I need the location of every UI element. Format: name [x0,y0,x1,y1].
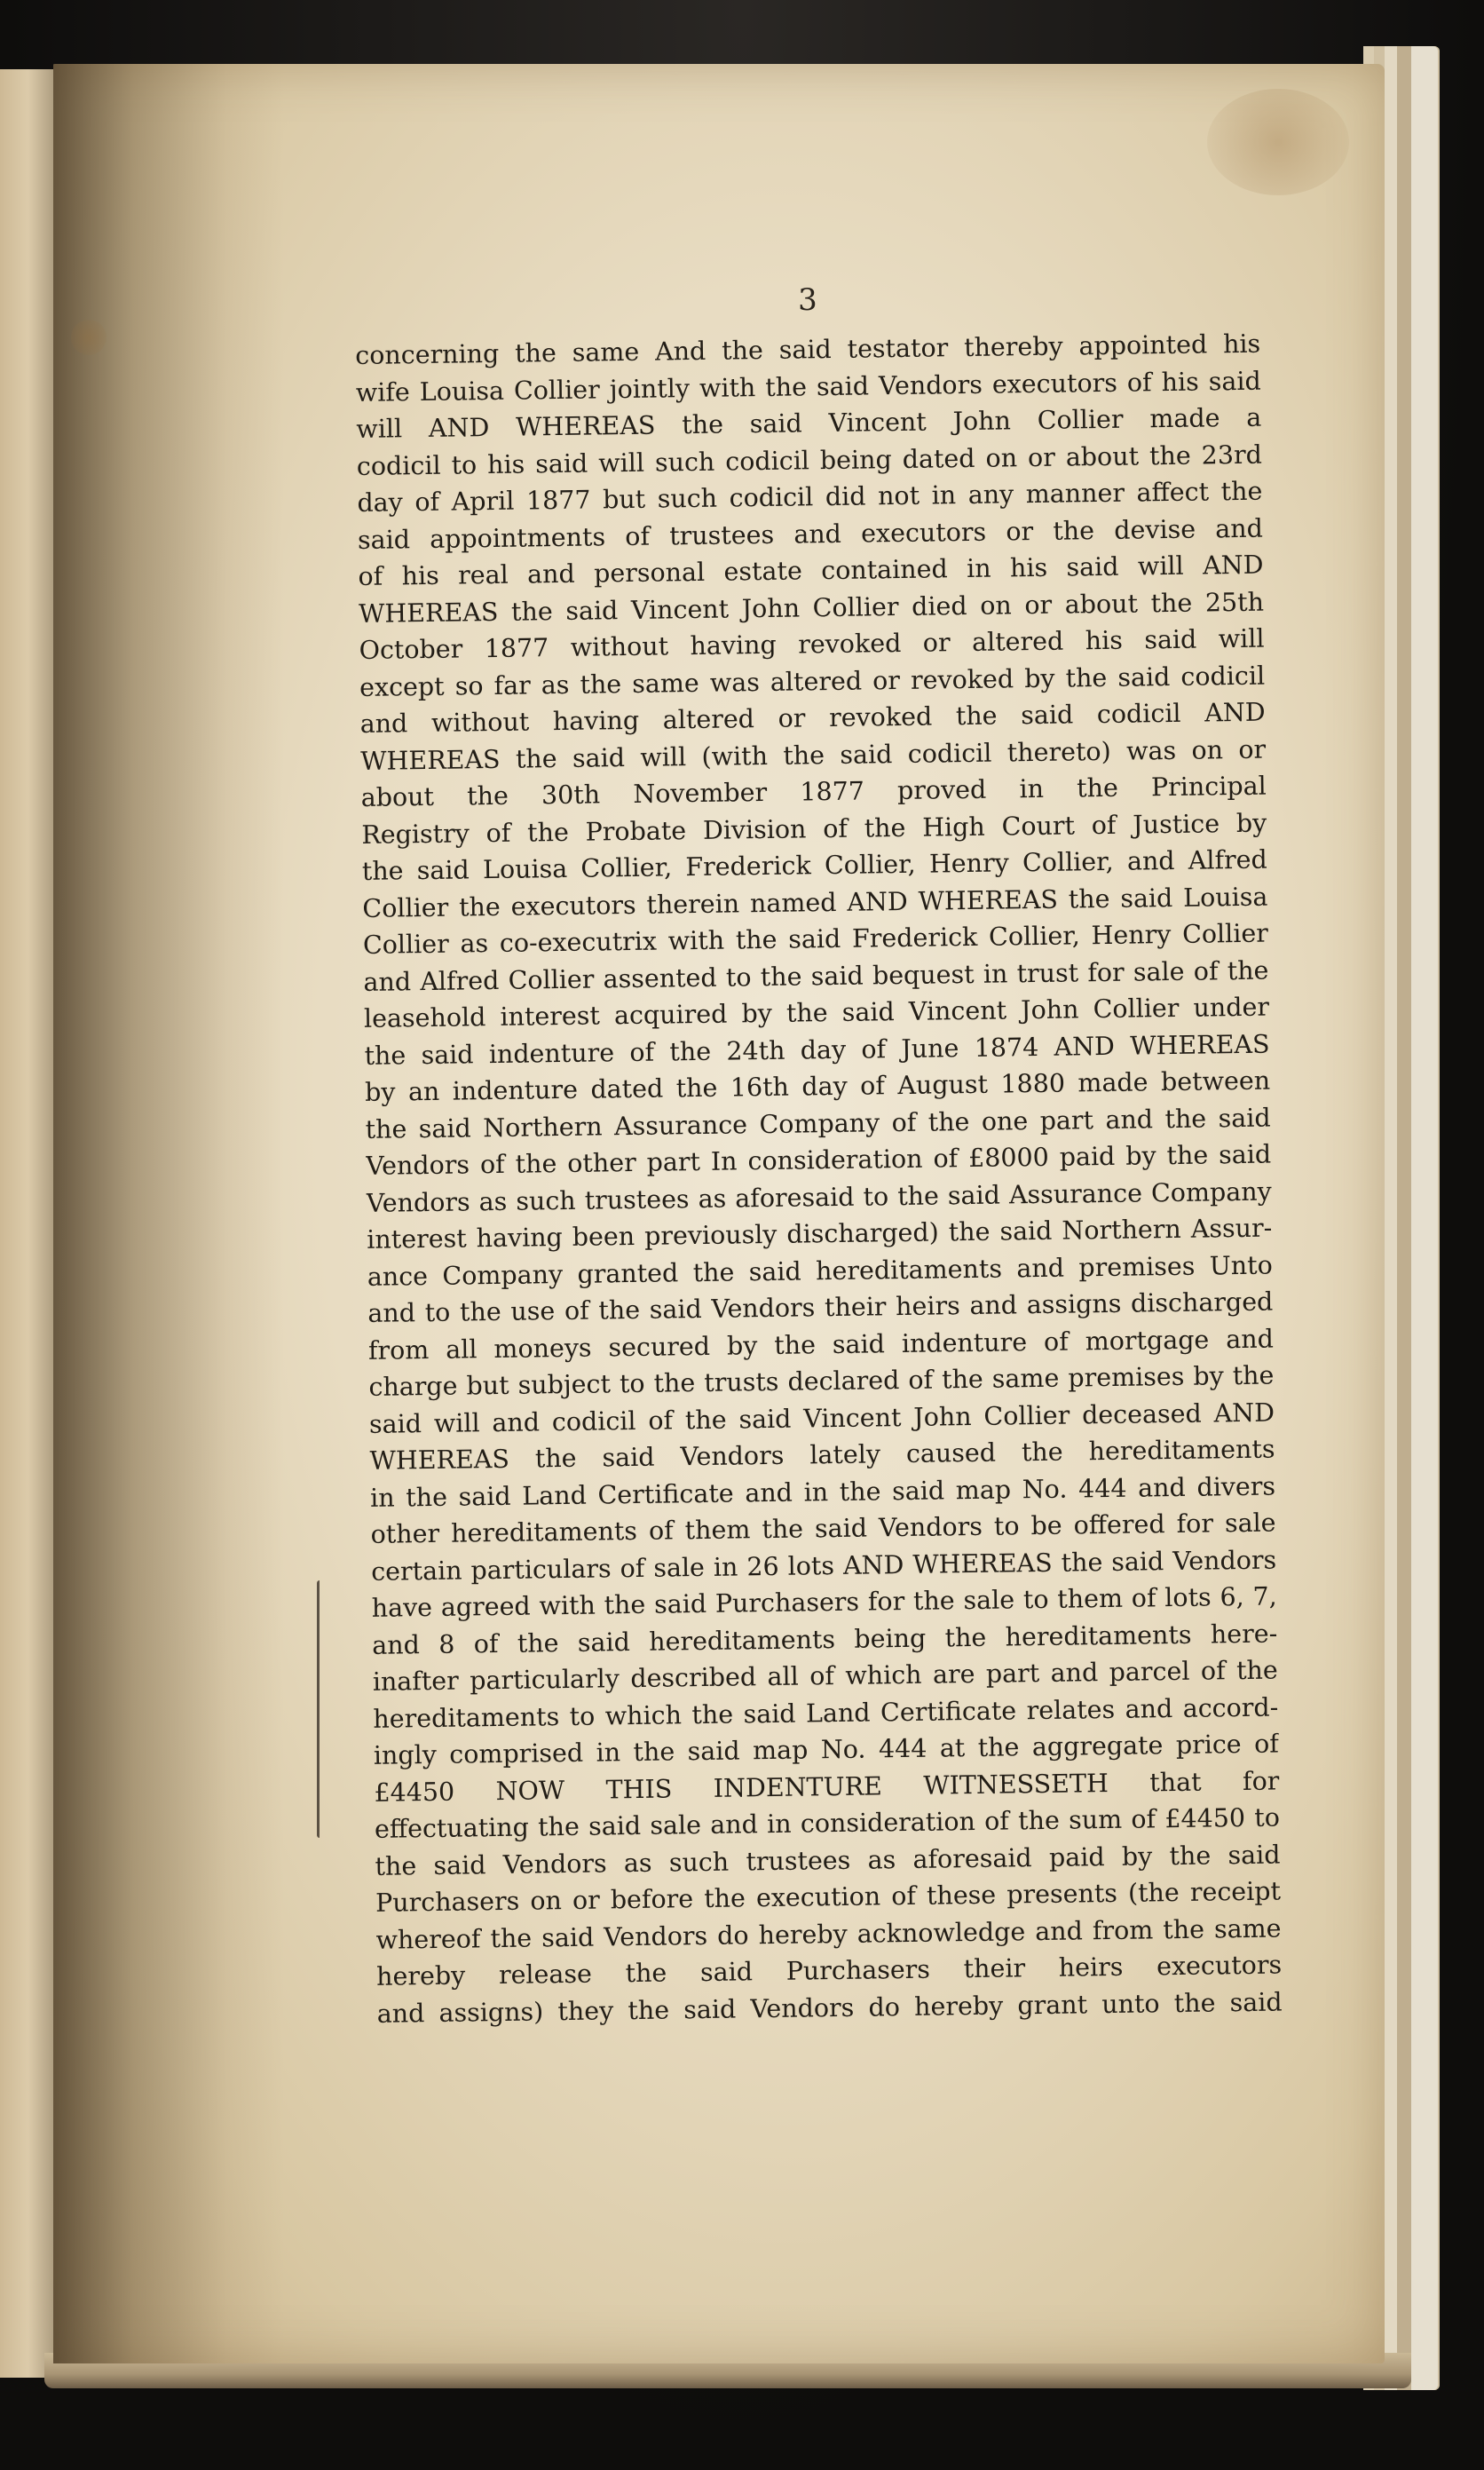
text-line: said appointments of trustees and executors or the devise and [357,513,1264,555]
text-line: the said Vendors as such trustees as aforesaid paid by the said [375,1840,1281,1881]
text-line: have agreed with the said Purchasers for the sale to them of lots 6, 7, [371,1581,1277,1623]
text-line: and without having altered or revoked the said codicil AND [359,697,1266,739]
text-line: ance Company granted the said hereditaments and premises Unto [367,1250,1273,1292]
text-line: WHEREAS the said will (with the said codicil thereto) was on or [360,734,1267,776]
text-line: WHEREAS the said Vendors lately caused the hereditaments [369,1434,1275,1476]
text-line: day of April 1877 but such codicil did not in any manner affect the [357,476,1263,518]
text-line: said will and codicil of the said Vincent John Collier deceased AND [368,1397,1275,1439]
text-line: by an indenture dated the 16th day of August 1880 made between [364,1065,1271,1107]
text-line: hereditaments to which the said Land Certificate relates and accord- [373,1692,1279,1734]
text-line: concerning the same And the said testator thereby appointed his [355,329,1261,370]
text-line: hereby release the said Purchasers their heirs executors [375,1950,1283,1991]
text-line: will AND WHEREAS the said Vincent John Collier made a [356,402,1262,444]
text-line: Vendors of the other part In consideration of £8000 paid by the said [366,1139,1272,1181]
text-line: inafter particularly described all of which are part and parcel of the [372,1655,1278,1697]
text-line: £4450 NOW THIS INDENTURE WITNESSETH that for [374,1766,1280,1808]
text-line: in the said Land Certificate and in the said map No. 444 and divers [369,1471,1276,1513]
body-text [355,326,1283,2032]
text-line: whereof the said Vendors do hereby acknowledge and from the same [375,1912,1282,1955]
text-line: from all moneys secured by the said indenture of mortgage and [367,1324,1275,1366]
foxing-stain [71,320,107,355]
text-line: of his real and personal estate contained in his said will AND [358,550,1264,591]
text-line: the said Northern Assurance Company of the one part and the said [365,1103,1271,1144]
text-line: the said indenture of the 24th day of June 1874 AND WHEREAS [364,1029,1270,1071]
text-line: and 8 of the said hereditaments being the hereditaments here- [372,1619,1278,1660]
page-edge [1411,46,1438,2390]
text-line: Collier as co-executrix with the said Frederick Collier, Henry Collier [362,918,1269,960]
text-line: except so far as the same was altered or revoked by the said codicil [359,661,1266,702]
text-line: and to the use of the said Vendors their heirs and assigns discharged [367,1286,1274,1328]
text-line: the said Louisa Collier, Frederick Collier, Henry Collier, and Alfred [361,844,1268,886]
text-line: other hereditaments of them the said Vendors to be offered for sale [370,1508,1276,1549]
text-line: certain particulars of sale in 26 lots AND WHEREAS the said Vendors [370,1545,1277,1587]
text-line: about the 30th November 1877 proved in the Principal [360,771,1267,812]
text-line: leasehold interest acquired by the said Vincent John Collier under [363,992,1270,1033]
margin-pencil-mark [317,1580,325,1838]
text-line: October 1877 without having revoked or altered his said will [359,623,1265,665]
text-line: Registry of the Probate Division of the High Court of Justice by [361,808,1267,850]
text-line: and Alfred Collier assented to the said bequest in trust for sale of the [363,955,1269,997]
text-line: Vendors as such trustees as aforesaid to the said Assurance Company [366,1176,1272,1218]
page-number: 3 [798,282,817,318]
text-line: Collier the executors therein named AND WHEREAS the said Louisa [362,882,1268,923]
text-line: interest having been previously discharged) the said Northern Assur- [367,1213,1273,1255]
text-line: wife Louisa Collier jointly with the said Vendors executors of his said [355,366,1261,408]
text-line: effectuating the said sale and in consideration of the sum of £4450 to [374,1802,1281,1844]
text-line: codicil to his said will such codicil being dated on or about the 23rd [356,439,1263,481]
foxing-stain [1207,89,1349,195]
text-line: and assigns) they the said Vendors do hereby grant unto the said [376,1986,1283,2029]
text-line: Purchasers on or before the execution of these presents (the receipt [375,1876,1282,1918]
text-line: WHEREAS the said Vincent John Collier died on or about the 25th [358,587,1265,629]
text-line: ingly comprised in the said map No. 444 at the aggregate price of [373,1729,1280,1770]
text-line: charge but subject to the trusts declared of the same premises by the [368,1360,1275,1402]
